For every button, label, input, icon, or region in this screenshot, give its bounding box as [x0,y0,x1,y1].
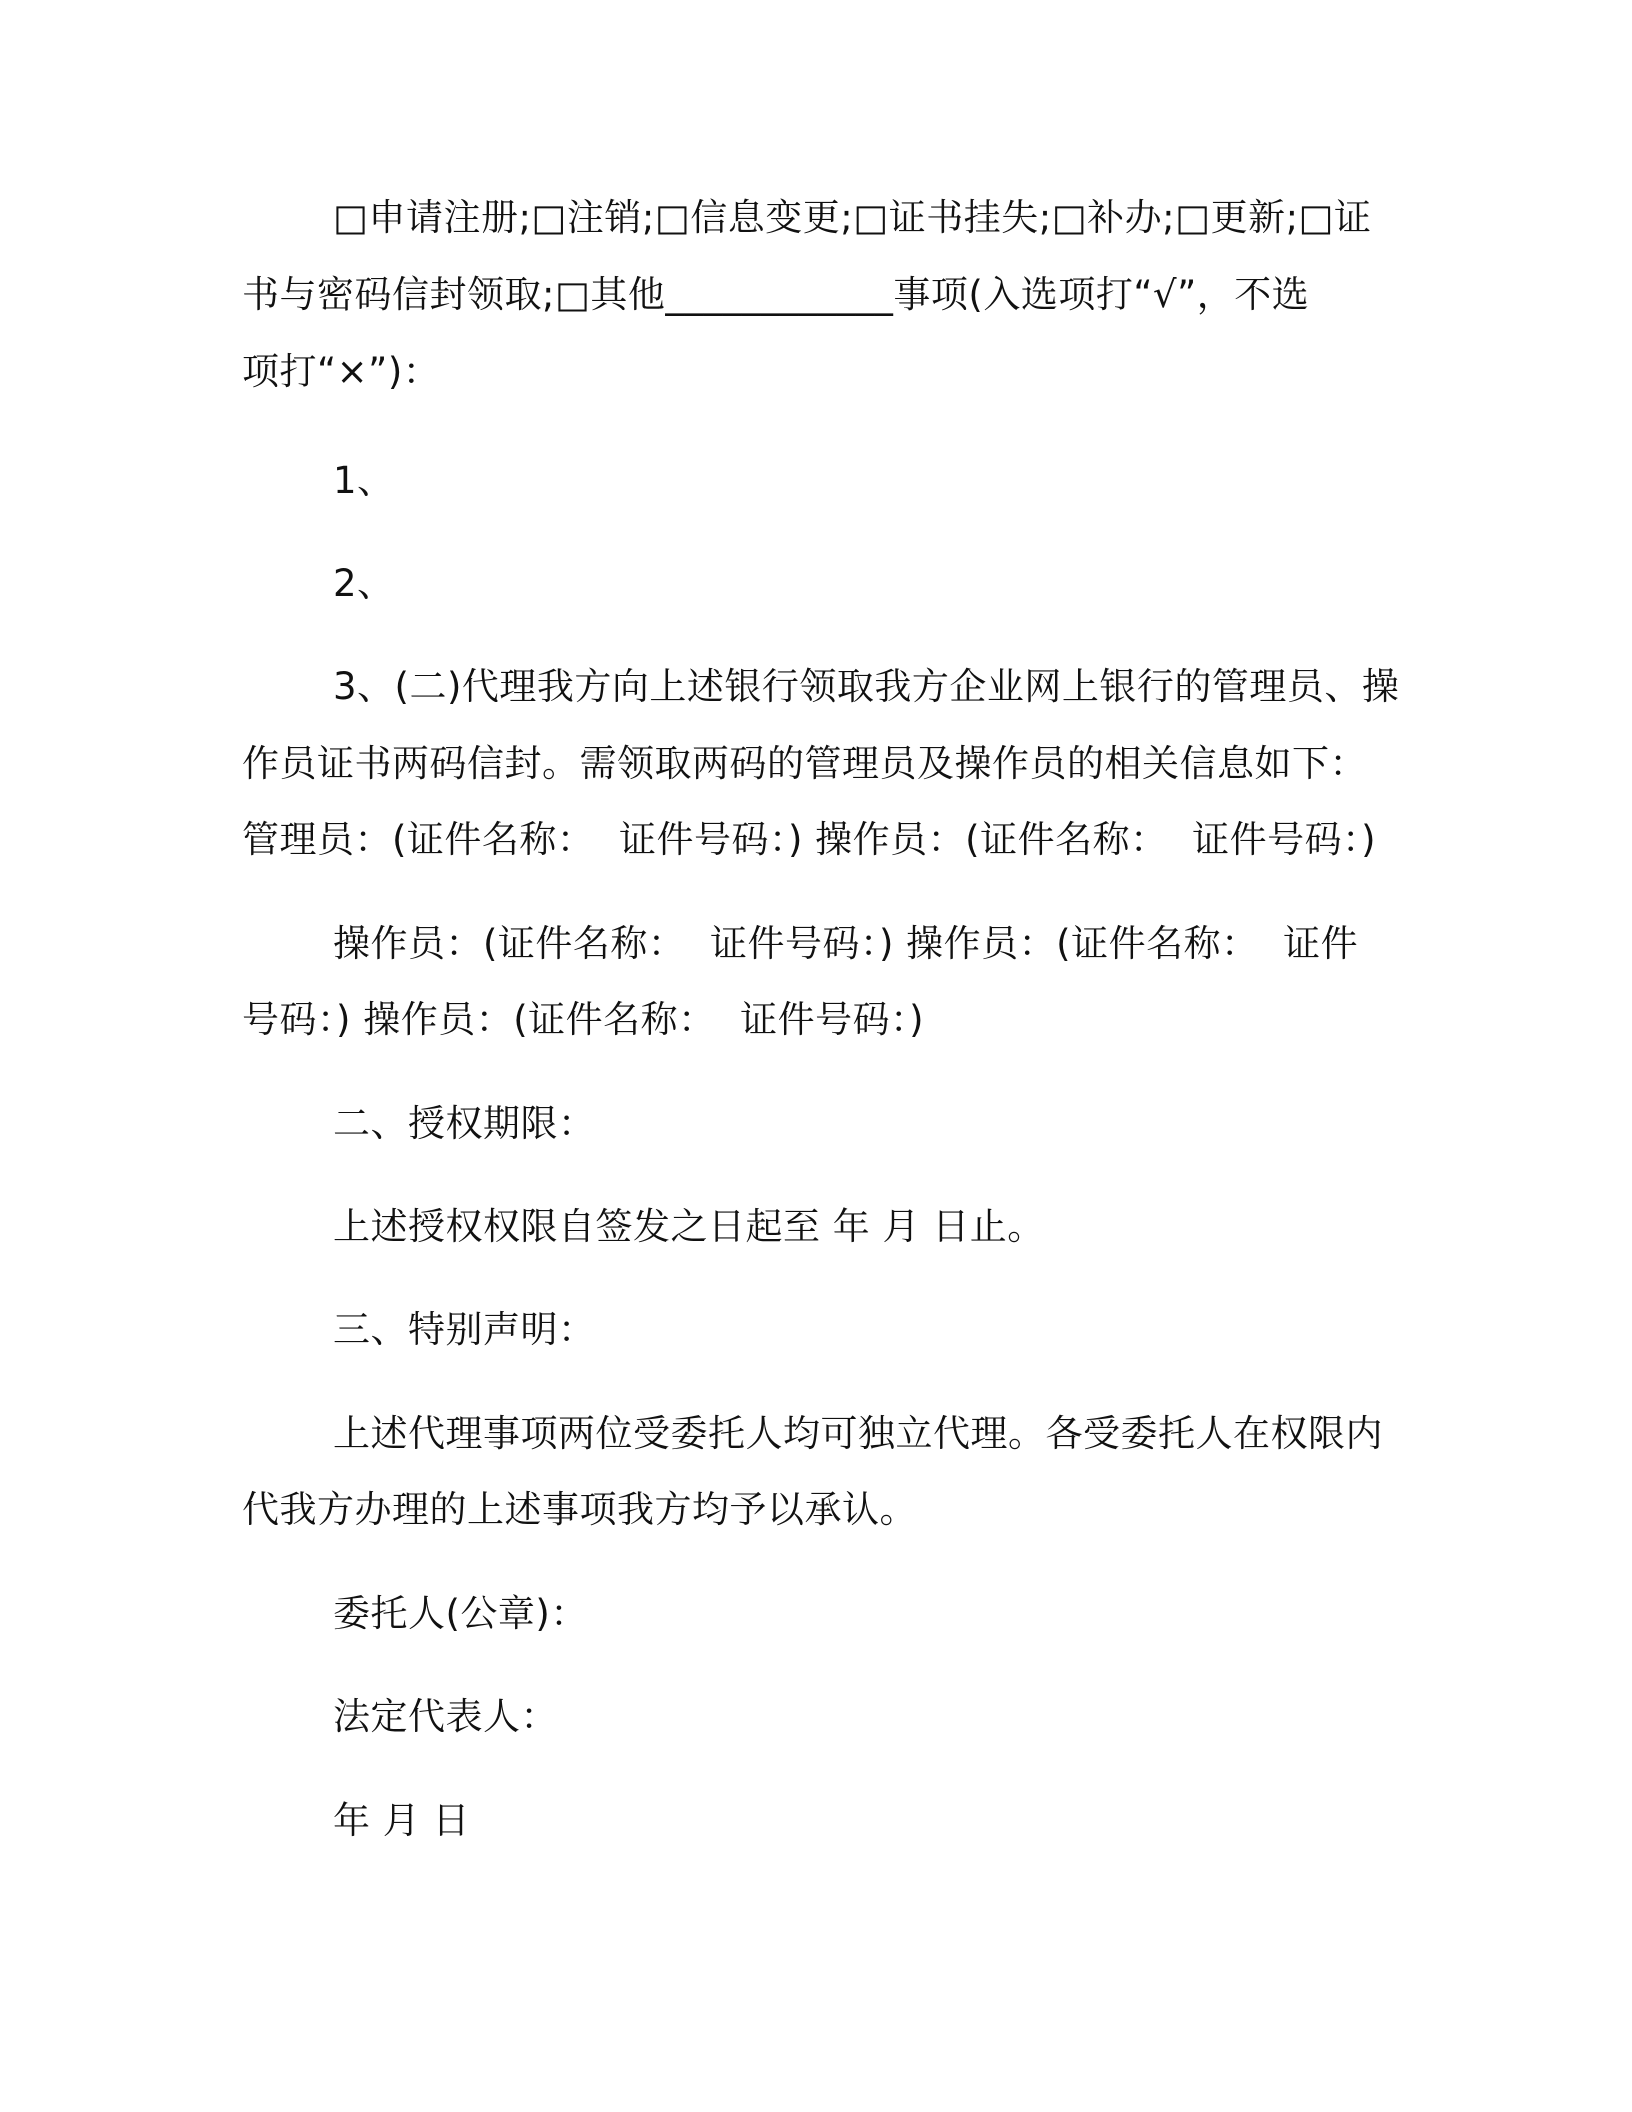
signature-date-label: 年 月 日 [333,1799,471,1842]
text-line-options-2: 书与密码信封领取;□其他____________事项(入选项打“√”，不选 [242,273,1310,316]
text-line-operator-info-b: 号码：) 操作员：(证件名称： 证件号码：) [242,998,925,1041]
text-line-statement-b: 代我方办理的上述事项我方均予以承认。 [242,1488,917,1531]
text-line-options-3: 项打“×”)： [242,350,441,393]
text-line-item-3-b: 作员证书两码信封。需领取两码的管理员及操作员的相关信息如下： [242,742,1367,785]
text-line-admin-info: 管理员：(证件名称： 证件号码：) 操作员：(证件名称： 证件号码：) [242,818,1377,861]
text-line-term: 上述授权权限自签发之日起至 年 月 日止。 [333,1205,1045,1248]
text-line-statement-a: 上述代理事项两位受委托人均可独立代理。各受委托人在权限内 [333,1412,1383,1455]
signature-principal-label: 委托人(公章)： [333,1592,588,1635]
signature-legal-rep-label: 法定代表人： [333,1695,558,1738]
text-line-options-1: □申请注册;□注销;□信息变更;□证书挂失;□补办;□更新;□证 [333,196,1372,239]
text-line-operator-info-a: 操作员：(证件名称： 证件号码：) 操作员：(证件名称： 证件 [333,922,1359,965]
text-line-item-3-a: 3、(二)代理我方向上述银行领取我方企业网上银行的管理员、操 [333,665,1400,708]
list-item-1: 1、 [333,459,395,502]
section-heading-statement: 三、特别声明： [333,1308,596,1351]
list-item-2: 2、 [333,562,395,605]
section-heading-term: 二、授权期限： [333,1102,596,1145]
